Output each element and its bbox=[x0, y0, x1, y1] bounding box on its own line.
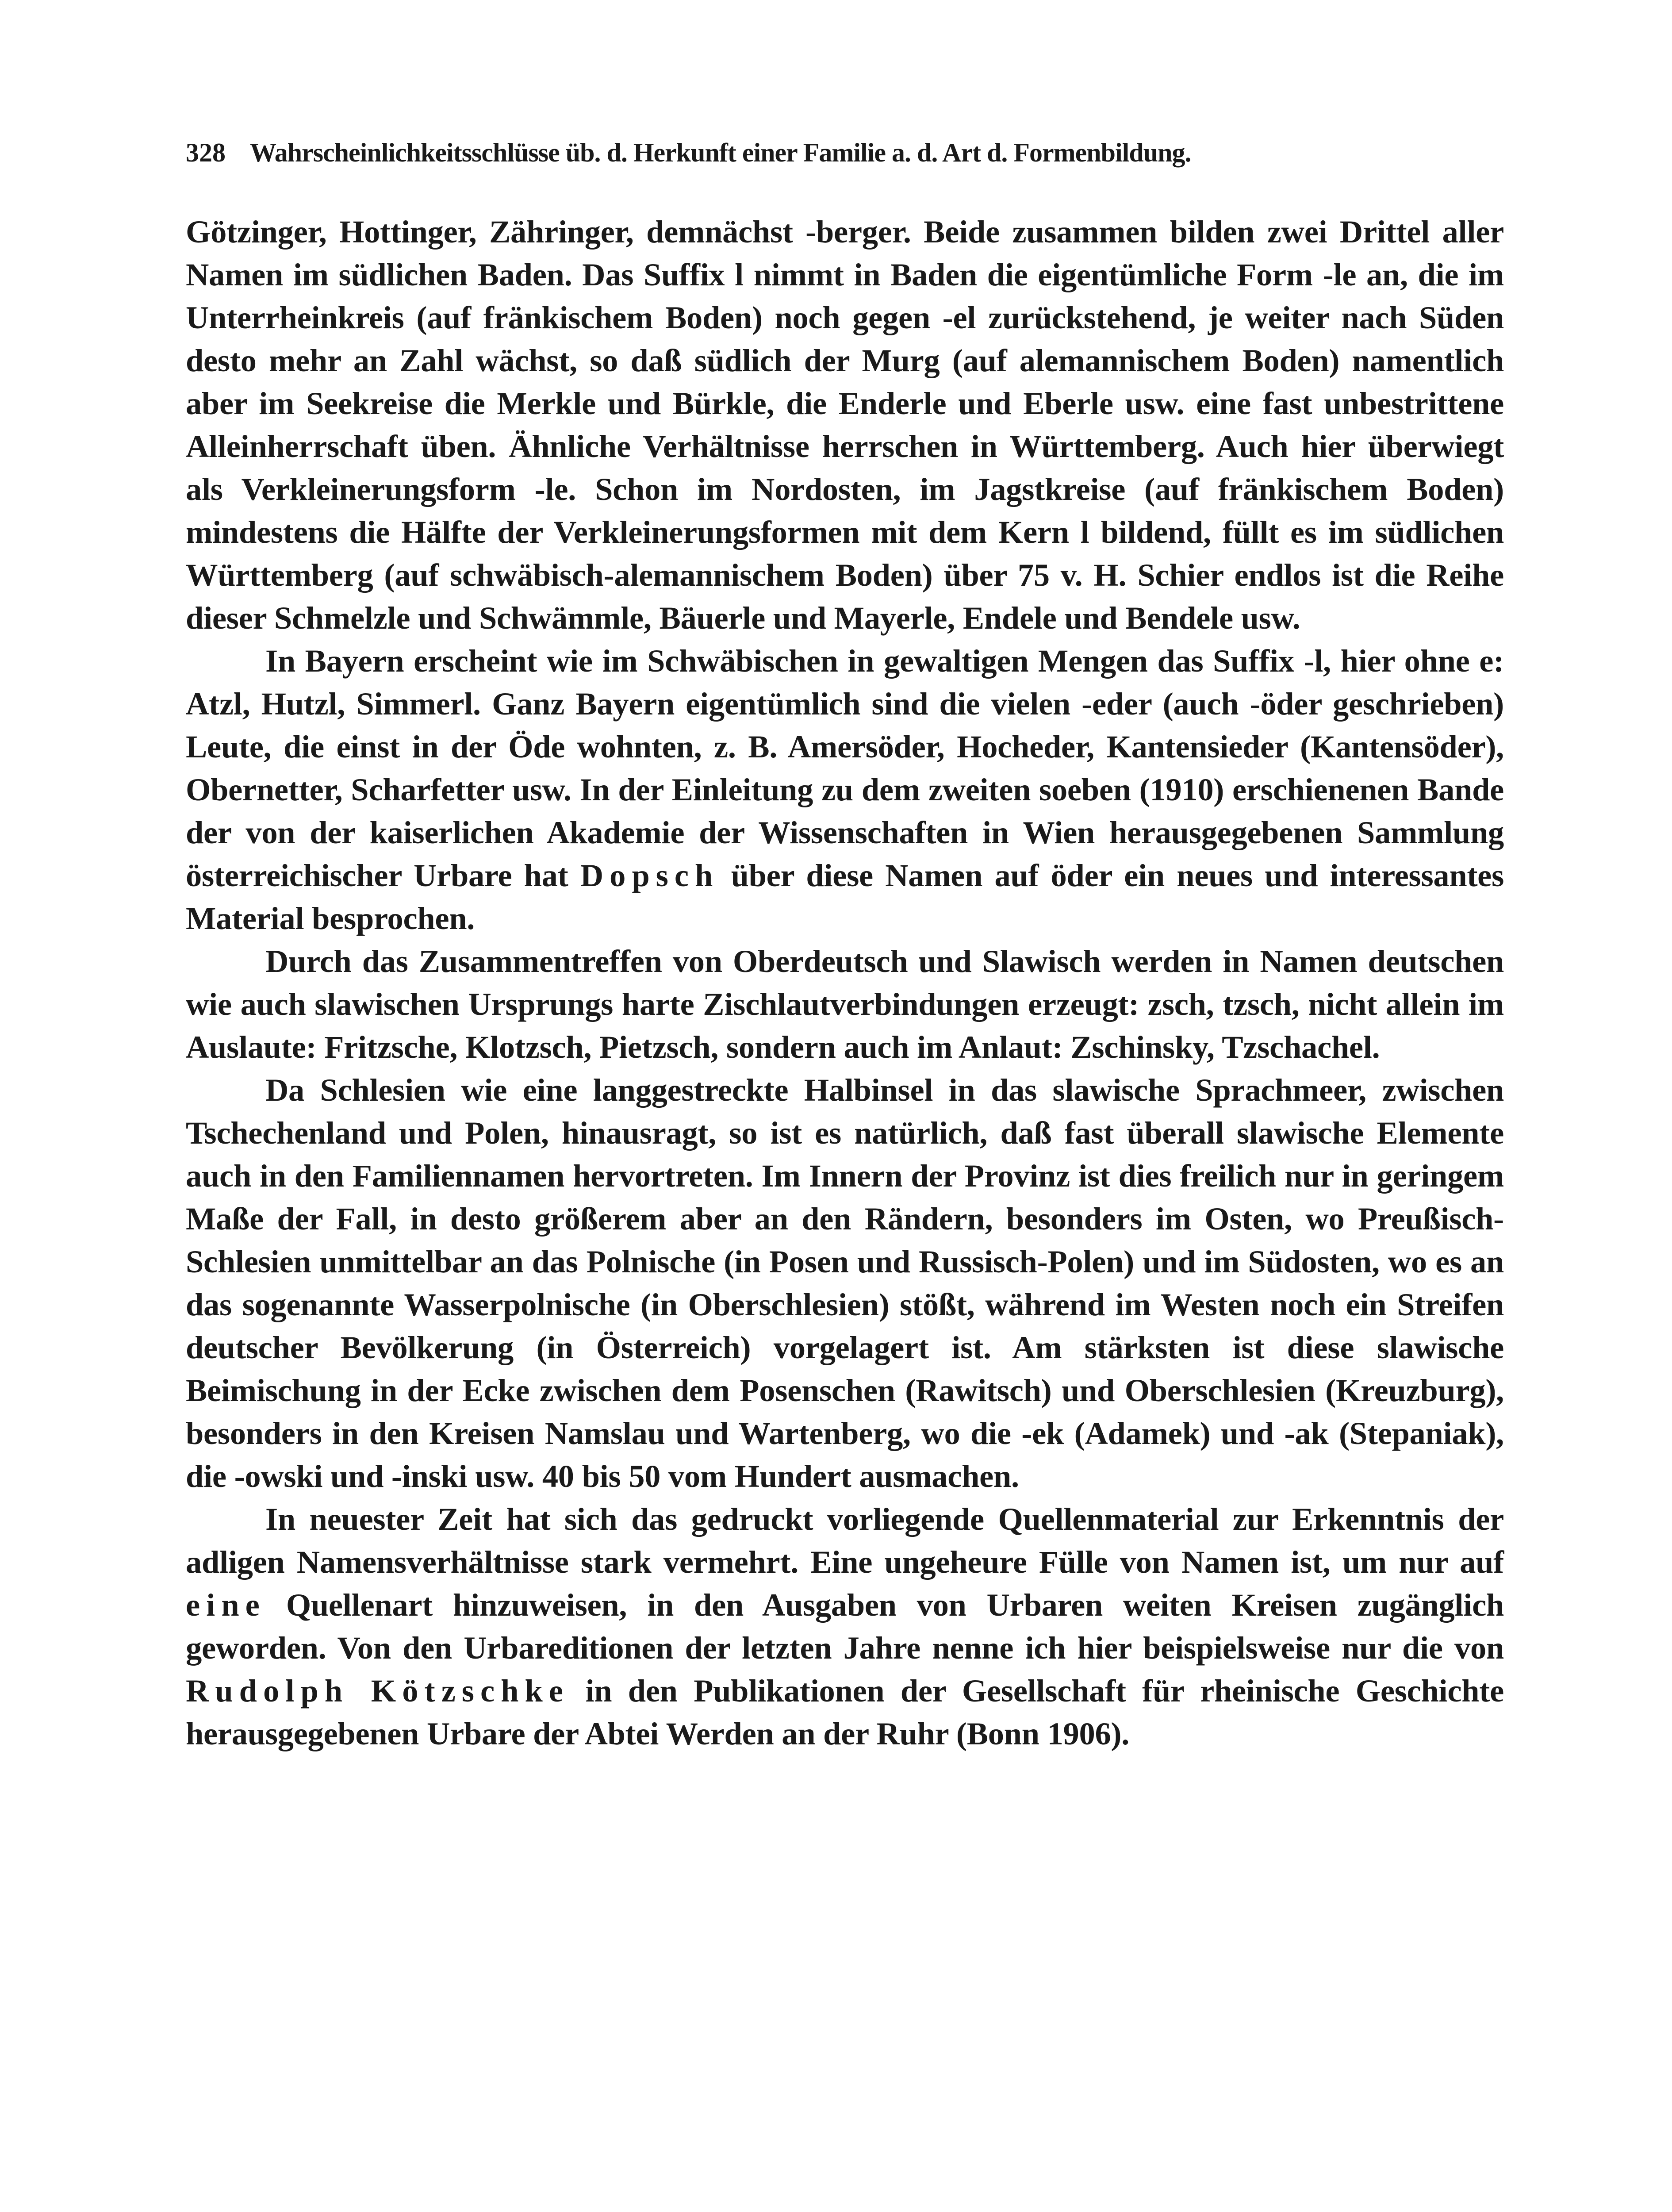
running-header bbox=[186, 137, 1504, 168]
paragraph-schlesien: Da Schlesien wie eine langgestreckte Halbinsel in das slawische Sprachmeer, zwischen Tschechenland und Polen, hinausragt, so ist es natürlich, daß fast überall slawische Elemente auch in den Familiennamen hervortreten. Im Innern der Provinz ist dies freilich nur in geringem Maße der Fall, in desto größerem aber an den Rändern, besonders im Osten, wo Preußisch-Schlesien unmittelbar an das Polnische (in Posen und Russisch-Polen) und im Südosten, wo es an das sogenannte Wasserpolnische (in Oberschlesien) stößt, während im Westen noch ein Streifen deutscher Bevölkerung (in Österreich) vorgelagert ist. Am stärksten ist diese slawische Beimischung in der Ecke zwischen dem Posenschen (Rawitsch) und Oberschlesien (Kreuzburg), besonders in den Kreisen Namslau und Wartenberg, wo die -ek (Adamek) und -ak (Stepaniak), die -owski und -inski usw. 40 bis 50 vom Hundert ausmachen. bbox=[186, 1072, 1504, 1494]
quellen-text-3: in den Publikationen der Gesellschaft für rheinische Geschichte herausgegebenen Urbare der Abtei Werden an der Ruhr (Bonn 1906). bbox=[186, 1673, 1504, 1751]
quellen-text-1: In neuester Zeit hat sich das gedruckt vorliegende Quellenmaterial zur Erkenntnis der adligen Namensverhältnisse stark vermehrt. Eine ungeheure Fülle von Namen ist, um nur auf bbox=[186, 1501, 1504, 1580]
running-title: Wahrscheinlichkeitsschlüsse üb. d. Herkunft einer Familie a. d. Art d. Formenbildung. bbox=[250, 138, 1191, 167]
author-name-koetzschke: Rudolph Kötzschke bbox=[186, 1673, 569, 1709]
bayern-text-2: über diese Namen auf öder ein neues und interessantes Material besprochen. bbox=[186, 857, 1504, 936]
bayern-text-1: In Bayern erscheint wie im Schwäbischen in gewaltigen Mengen das Suffix -l, hier ohne e: Atzl, Hutzl, Simmerl. Ganz Bayern eigentümlich sind die vielen -eder (auch -öder geschrieben) Leute, die einst in der Öde wohnten, z. B. Amersöder, Hocheder, Kantensieder (Kantensöder), Obernetter, Scharfetter usw. In der Einleitung zu dem zweiten soeben (1910) erschienenen Bande der von der kaiserlichen Akademie der Wissenschaften in Wien herausgegebenen Sammlung österreichischer Urbare hat bbox=[186, 643, 1504, 893]
author-name-dopsch: Dopsch bbox=[580, 857, 719, 893]
paragraph-slawisch: Durch das Zusammentreffen von Oberdeutsch und Slawisch werden in Namen deutschen wie auch slawischen Ursprungs harte Zischlautverbindungen erzeugt: zsch, tzsch, nicht allein im Auslaute: Fritzsche, Klotzsch, Pietzsch, sondern auch im Anlaut: Zschinsky, Tzschachel. bbox=[186, 943, 1504, 1065]
paragraph-bayern bbox=[186, 639, 1504, 940]
paragraph-quellen bbox=[186, 1498, 1504, 1755]
quellen-text-2: Quellenart hinzuweisen, in den Ausgaben von Urbaren weiten Kreisen zugänglich geworden. Von den Urbareditionen der letzten Jahre nenne ich hier beispielsweise nur die von bbox=[186, 1587, 1504, 1666]
paragraph-baden: Götzinger, Hottinger, Zähringer, demnächst -berger. Beide zusammen bilden zwei Drittel aller Namen im südlichen Baden. Das Suffix l nimmt in Baden die eigentümliche Form -le an, die im Unterrheinkreis (auf fränkischem Boden) noch gegen -el zurückstehend, je weiter nach Süden desto mehr an Zahl wächst, so daß südlich der Murg (auf alemannischem Boden) namentlich aber im Seekreise die Merkle und Bürkle, die Enderle und Eberle usw. eine fast unbestrittene Alleinherrschaft üben. Ähnliche Verhältnisse herrschen in Württemberg. Auch hier überwiegt als Verkleinerungsform -le. Schon im Nordosten, im Jagstkreise (auf fränkischem Boden) mindestens die Hälfte der Verkleinerungsformen mit dem Kern l bildend, füllt es im südlichen Württemberg (auf schwäbisch-alemannischem Boden) über 75 v. H. Schier endlos ist die Reihe dieser Schmelzle und Schwämmle, Bäuerle und Mayerle, Endele und Bendele usw. bbox=[186, 214, 1504, 636]
page-number: 328 bbox=[186, 138, 226, 167]
emphasis-eine: eine bbox=[186, 1587, 266, 1623]
book-page bbox=[186, 137, 1504, 2212]
